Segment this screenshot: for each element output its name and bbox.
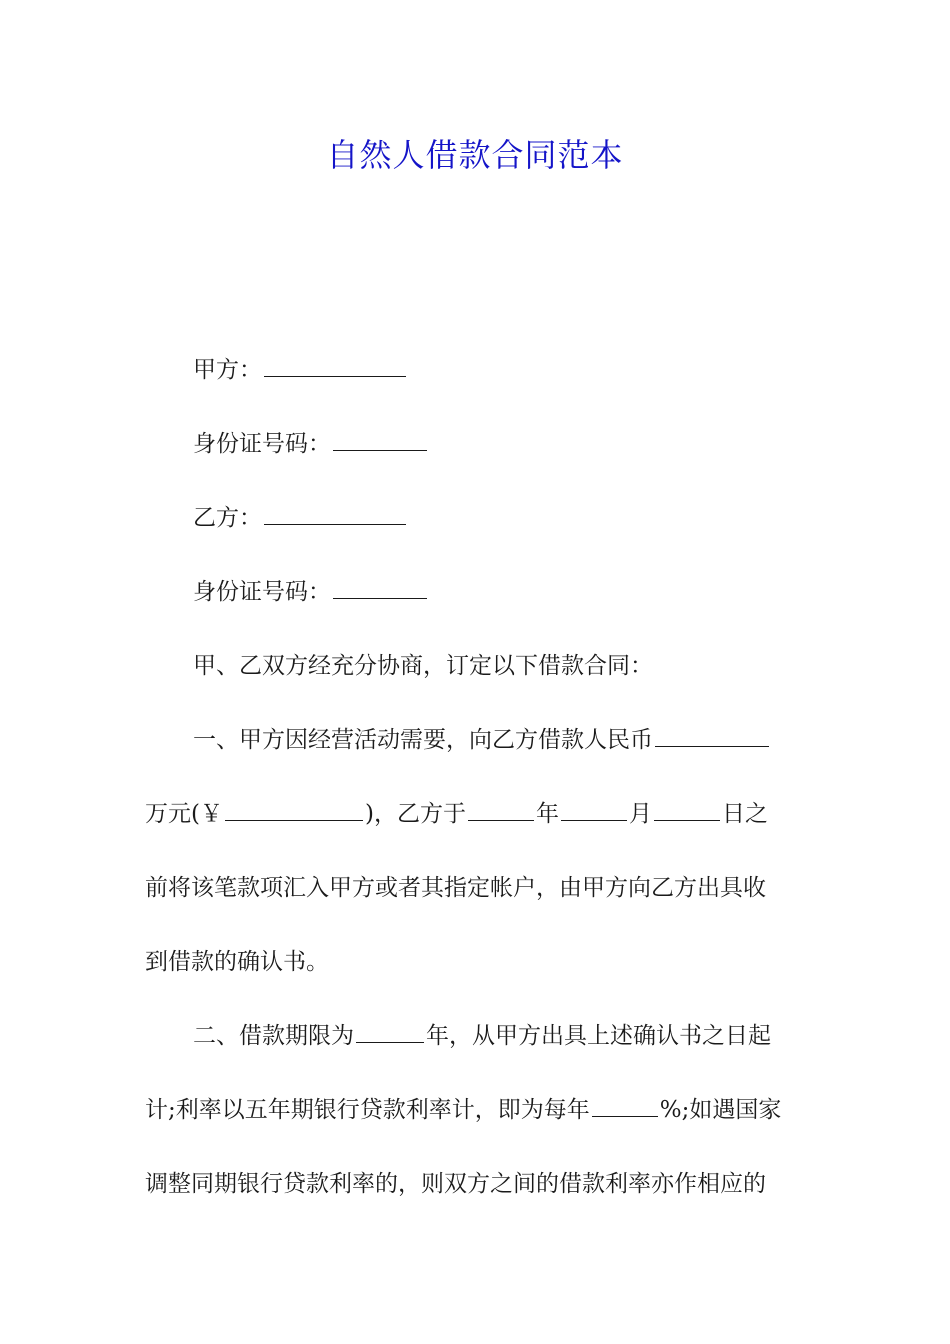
party-b-blank [264,523,406,525]
party-a-line [145,333,807,407]
clause1-text: 年 [535,801,559,827]
year-blank [468,819,534,821]
clause2-text: %;如遇国家 [659,1097,782,1123]
clause1-text: 到借款的确认书。 [145,949,329,975]
clause1-line2 [145,777,807,851]
clause1-text: 前将该笔款项汇入甲方或者其指定帐户，由甲方向乙方出具收 [145,875,766,901]
clause1-text: 一、甲方因经营活动需要，向乙方借款人民币 [193,727,653,753]
intro-line [145,629,807,703]
party-a-id-blank [333,449,427,451]
clause1-text: )，乙方于 [364,801,466,827]
party-b-id-label: 身份证号码： [193,579,331,605]
party-b-label: 乙方： [193,505,262,531]
interest-rate-blank [592,1115,658,1117]
party-a-label: 甲方： [193,357,262,383]
clause2-text: 调整同期银行贷款利率的，则双方之间的借款利率亦作相应的 [145,1171,766,1197]
term-years-blank [356,1041,424,1043]
clause1-text: 月 [628,801,652,827]
party-b-line [145,481,807,555]
clause1-line3 [145,851,807,925]
clause2-line1 [145,999,807,1073]
month-blank [561,819,627,821]
clause2-line3 [145,1147,807,1221]
clause1-text: 万元(￥ [145,801,223,827]
clause2-line2 [145,1073,807,1147]
clause1-line4 [145,925,807,999]
document-body [145,333,807,1221]
day-blank [654,819,720,821]
party-a-id-label: 身份证号码： [193,431,331,457]
clause2-text: 计;利率以五年期银行贷款利率计，即为每年 [145,1097,590,1123]
clause1-text: 日之 [721,801,768,827]
party-b-id-line [145,555,807,629]
intro-text: 甲、乙双方经充分协商，订定以下借款合同： [193,653,653,679]
party-b-id-blank [333,597,427,599]
clause2-text: 二、借款期限为 [193,1023,354,1049]
clause2-text: 年，从甲方出具上述确认书之日起 [426,1023,771,1049]
document-title: 自然人借款合同范本 [326,136,624,174]
loan-amount-figure-blank [225,819,363,821]
party-a-id-line [145,407,807,481]
party-a-blank [264,375,406,377]
loan-amount-blank [655,745,769,747]
clause1-line1 [145,703,807,777]
